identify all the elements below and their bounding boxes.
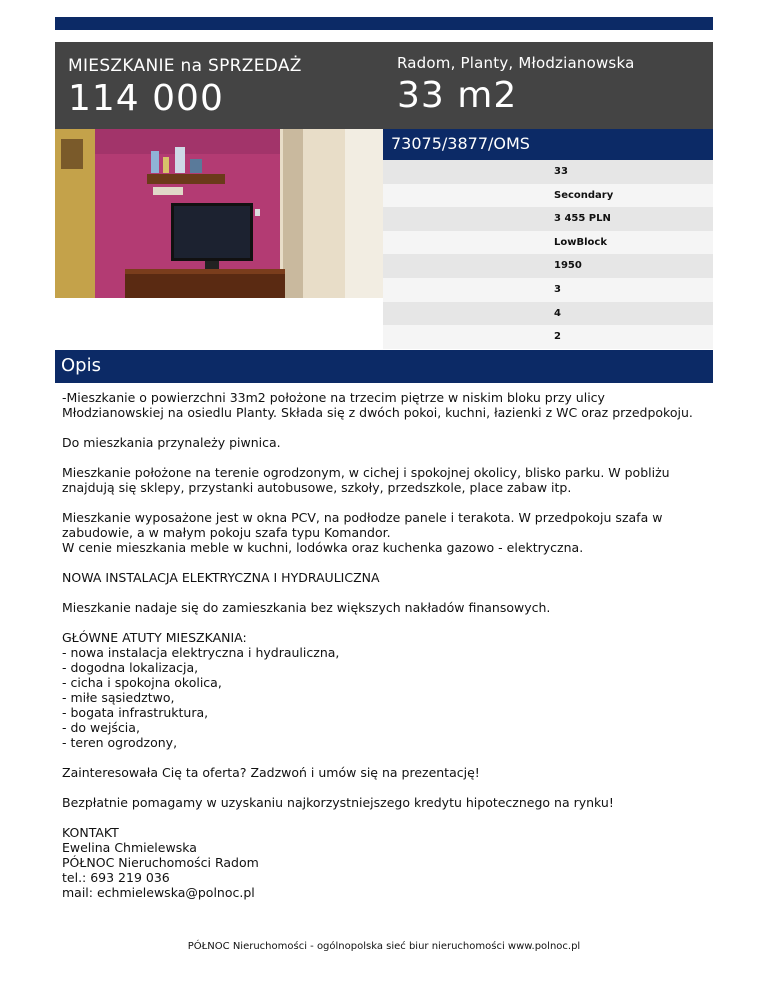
description-paragraph: Zainteresowała Cię ta oferta? Zadzwoń i umów się na prezentację! (62, 765, 480, 780)
detail-value: 3 455 PLN (554, 213, 611, 225)
detail-value: 3 (554, 283, 561, 295)
details-table (383, 160, 713, 349)
contact-block: KONTAKT Ewelina Chmielewska PÓŁNOC Nieruchomości Radom tel.: 693 219 036 mail: echmielewska@polnoc.pl (62, 825, 259, 900)
detail-value: 33 (554, 166, 568, 177)
detail-row (383, 325, 713, 349)
detail-row (383, 254, 713, 278)
detail-row (383, 207, 713, 231)
detail-row (383, 160, 713, 184)
top-accent-bar (55, 17, 713, 30)
property-photo (55, 129, 383, 298)
price: 114 000 (68, 78, 224, 119)
detail-value: 4 (554, 307, 561, 319)
reference-bar (383, 129, 713, 160)
offer-type: MIESZKANIE na SPRZEDAŻ (68, 56, 302, 76)
detail-value: 2 (554, 331, 561, 343)
listing-header (55, 42, 713, 129)
description-paragraph: -Mieszkanie o powierzchni 33m2 położone na trzecim piętrze w niskim bloku przy ulicy Młodzianowskiej na osiedlu Planty. Składa się z dwóch pokoi, kuchni, łazienki z WC oraz przedpokoju. (62, 390, 693, 420)
description-paragraph: Mieszkanie położone na terenie ogrodzonym, w cichej i spokojnej okolicy, blisko parku. W pobliżu znajdują się sklepy, przystanki autobusowe, szkoły, przedszkole, place zabaw itp. (62, 465, 670, 495)
detail-value: Secondary (554, 189, 614, 201)
description-body (62, 390, 702, 915)
room-photo-illustration (55, 129, 383, 298)
description-paragraph: GŁÓWNE ATUTY MIESZKANIA: - nowa instalacja elektryczna i hydrauliczna, - dogodna lokalizacja, - cicha i spokojna okolica, - miłe sąsiedztwo, - bogata infrastruktura, - do wejścia, - teren ogrodzony, (62, 630, 340, 750)
description-heading: Opis (61, 355, 101, 376)
description-paragraph: Mieszkanie nadaje się do zamieszkania bez większych nakładów finansowych. (62, 600, 551, 615)
description-paragraph: Mieszkanie wyposażone jest w okna PCV, na podłodze panele i terakota. W przedpokoju szafa w zabudowie, a w małym pokoju szafa typu Komandor. W cenie mieszkania meble w kuchni, lodówka oraz kuchenka gazowo - elektryczna. (62, 510, 663, 555)
area: 33 m2 (397, 75, 518, 116)
detail-row (383, 184, 713, 208)
location: Radom, Planty, Młodzianowska (397, 54, 635, 72)
detail-row (383, 231, 713, 255)
description-paragraph: Bezpłatnie pomagamy w uzyskaniu najkorzystniejszego kredytu hipotecznego na rynku! (62, 795, 614, 810)
detail-row (383, 278, 713, 302)
reference-number: 73075/3877/OMS (391, 134, 530, 153)
description-paragraph: Do mieszkania przynależy piwnica. (62, 435, 281, 450)
description-heading-bar (55, 350, 713, 383)
detail-value: LowBlock (554, 236, 607, 248)
detail-value: 1950 (554, 260, 582, 272)
detail-row (383, 302, 713, 326)
footer-text: PÓŁNOC Nieruchomości - ogólnopolska sieć biur nieruchomości www.polnoc.pl (187, 941, 581, 952)
description-paragraph: NOWA INSTALACJA ELEKTRYCZNA I HYDRAULICZNA (62, 570, 380, 585)
